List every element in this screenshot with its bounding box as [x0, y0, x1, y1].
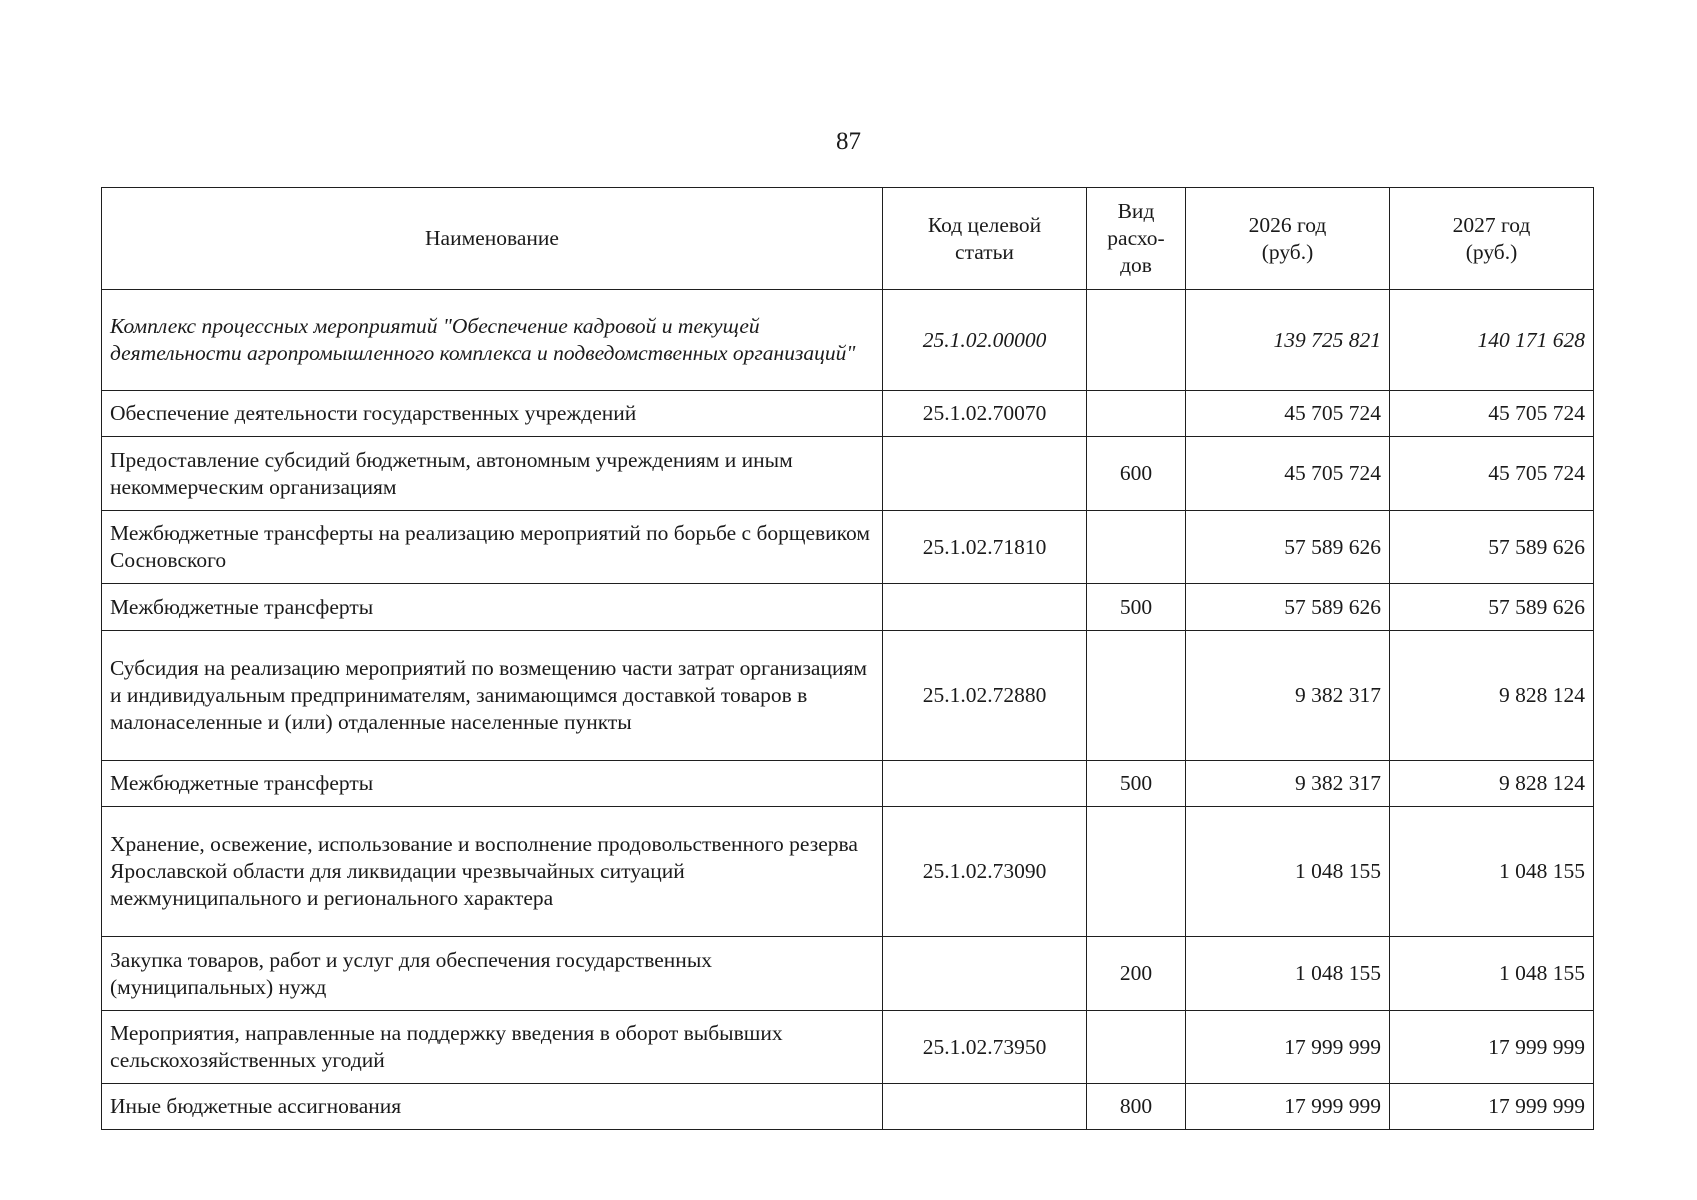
- header-2026: [1186, 188, 1390, 290]
- row-kind: [1087, 511, 1186, 584]
- table-row: [102, 511, 1594, 584]
- row-code: 25.1.02.73090: [883, 807, 1087, 937]
- row-2027: 17 999 999: [1390, 1084, 1594, 1130]
- row-code: [883, 1084, 1087, 1130]
- row-kind: 600: [1087, 437, 1186, 511]
- table-row: [102, 290, 1594, 391]
- page-number: 87: [836, 128, 861, 155]
- row-code: [883, 584, 1087, 631]
- row-2026: 9 382 317: [1186, 631, 1390, 761]
- row-name: Предоставление субсидий бюджетным, автономным учреждениям и иным некоммерческим организациям: [102, 437, 883, 511]
- header-2027: [1390, 188, 1594, 290]
- table-row: [102, 807, 1594, 937]
- header-kind-line2: расхо-: [1107, 226, 1165, 250]
- table-row: [102, 1084, 1594, 1130]
- header-2026-line2: (руб.): [1261, 239, 1314, 264]
- row-2027: 57 589 626: [1390, 511, 1594, 584]
- row-kind: 500: [1087, 761, 1186, 807]
- row-kind: 200: [1087, 937, 1186, 1011]
- header-code: [883, 188, 1087, 290]
- header-kind: [1087, 188, 1186, 290]
- row-kind: [1087, 290, 1186, 391]
- header-2027-line2: (руб.): [1465, 239, 1518, 264]
- row-name: Межбюджетные трансферты на реализацию мероприятий по борьбе с борщевиком Сосновского: [102, 511, 883, 584]
- table-row: [102, 937, 1594, 1011]
- row-2026: 57 589 626: [1186, 511, 1390, 584]
- row-kind: [1087, 391, 1186, 437]
- row-2027: 1 048 155: [1390, 937, 1594, 1011]
- row-name: Межбюджетные трансферты: [102, 584, 883, 631]
- table-row: [102, 1011, 1594, 1084]
- header-code-line2: статьи: [955, 239, 1014, 264]
- row-2027: 57 589 626: [1390, 584, 1594, 631]
- header-2026-line1: 2026 год: [1248, 212, 1327, 237]
- header-name-label: Наименование: [425, 226, 559, 250]
- row-2026: 1 048 155: [1186, 807, 1390, 937]
- row-kind: [1087, 807, 1186, 937]
- table-row: [102, 761, 1594, 807]
- row-2027: 45 705 724: [1390, 437, 1594, 511]
- table-row: [102, 391, 1594, 437]
- row-code: 25.1.02.70070: [883, 391, 1087, 437]
- row-code: [883, 761, 1087, 807]
- row-name: Субсидия на реализацию мероприятий по возмещению части затрат организациям и индивидуальным предпринимателям, занимающимся доставкой товаров в малонаселенные и (или) отдаленные населенные пункты: [102, 631, 883, 761]
- row-code: 25.1.02.72880: [883, 631, 1087, 761]
- row-name: Хранение, освежение, использование и восполнение продовольственного резерва Ярославской области для ликвидации чрезвычайных ситуаций межмуниципального и регионального характера: [102, 807, 883, 937]
- row-2026: 1 048 155: [1186, 937, 1390, 1011]
- header-row: [102, 188, 1594, 290]
- row-name: Межбюджетные трансферты: [102, 761, 883, 807]
- row-name: Комплекс процессных мероприятий "Обеспечение кадровой и текущей деятельности агропромышленного комплекса и подведомственных организаций": [102, 290, 883, 391]
- row-name: Мероприятия, направленные на поддержку введения в оборот выбывших сельскохозяйственных угодий: [102, 1011, 883, 1084]
- row-2026: 45 705 724: [1186, 391, 1390, 437]
- row-2026: 45 705 724: [1186, 437, 1390, 511]
- row-2026: 17 999 999: [1186, 1011, 1390, 1084]
- header-code-line1: Код целевой: [927, 212, 1042, 237]
- row-name: Закупка товаров, работ и услуг для обеспечения государственных (муниципальных) нужд: [102, 937, 883, 1011]
- row-kind: [1087, 631, 1186, 761]
- row-code: 25.1.02.73950: [883, 1011, 1087, 1084]
- row-2026: 139 725 821: [1186, 290, 1390, 391]
- header-kind-line3: дов: [1120, 253, 1152, 277]
- row-2027: 1 048 155: [1390, 807, 1594, 937]
- row-kind: 500: [1087, 584, 1186, 631]
- table-row: [102, 437, 1594, 511]
- table-row: [102, 584, 1594, 631]
- row-code: [883, 437, 1087, 511]
- row-2027: 9 828 124: [1390, 761, 1594, 807]
- row-2027: 9 828 124: [1390, 631, 1594, 761]
- row-2026: 17 999 999: [1186, 1084, 1390, 1130]
- table-row: [102, 631, 1594, 761]
- row-2026: 9 382 317: [1186, 761, 1390, 807]
- row-2027: 45 705 724: [1390, 391, 1594, 437]
- row-code: [883, 937, 1087, 1011]
- row-2026: 57 589 626: [1186, 584, 1390, 631]
- budget-table: [101, 187, 1594, 1130]
- header-2027-line1: 2027 год: [1452, 212, 1531, 237]
- row-kind: [1087, 1011, 1186, 1084]
- row-name: Обеспечение деятельности государственных учреждений: [102, 391, 883, 437]
- row-2027: 17 999 999: [1390, 1011, 1594, 1084]
- row-code: 25.1.02.00000: [883, 290, 1087, 391]
- header-name: [102, 188, 883, 290]
- row-kind: 800: [1087, 1084, 1186, 1130]
- row-2027: 140 171 628: [1390, 290, 1594, 391]
- header-kind-line1: Вид: [1117, 199, 1155, 223]
- row-name: Иные бюджетные ассигнования: [102, 1084, 883, 1130]
- row-code: 25.1.02.71810: [883, 511, 1087, 584]
